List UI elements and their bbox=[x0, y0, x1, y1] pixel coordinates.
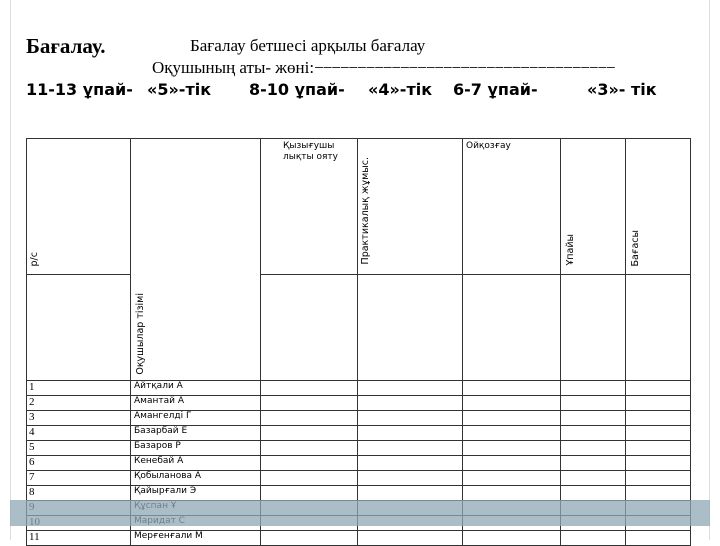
header-score-label: Ұпайы bbox=[565, 234, 576, 266]
header-empty-cell bbox=[561, 275, 626, 381]
header-empty-cell bbox=[261, 275, 358, 381]
score-cell[interactable] bbox=[261, 381, 358, 396]
header-cell-number bbox=[27, 139, 131, 275]
row-number: 4 bbox=[27, 426, 131, 441]
score-cell[interactable] bbox=[358, 531, 463, 546]
header-cell-names bbox=[131, 139, 261, 381]
score-cell[interactable] bbox=[261, 456, 358, 471]
score-cell[interactable] bbox=[626, 381, 691, 396]
row-number: 2 bbox=[27, 396, 131, 411]
score-cell[interactable] bbox=[463, 396, 561, 411]
header-cell-score bbox=[561, 139, 626, 275]
grade-range-4: 8-10 ұпай- bbox=[249, 80, 345, 99]
header-practical-label: Практикалық жұмыс. bbox=[360, 156, 371, 264]
student-name-blank: −−−−−−−−−−−−−−−−−−−−−−−−−−−−−−−−−−− bbox=[314, 58, 615, 77]
header-empty-cell bbox=[626, 275, 691, 381]
grade-value-4: «4»-тік bbox=[368, 80, 433, 99]
table-row bbox=[27, 411, 691, 426]
score-cell[interactable] bbox=[561, 486, 626, 501]
student-name: Базарбай Е bbox=[131, 426, 261, 441]
score-cell[interactable] bbox=[463, 441, 561, 456]
score-cell[interactable] bbox=[358, 456, 463, 471]
student-name: Амантай А bbox=[131, 396, 261, 411]
student-name-line bbox=[152, 58, 615, 78]
table-row bbox=[27, 531, 691, 546]
student-name: Қобыланова А bbox=[131, 471, 261, 486]
header-cell-reading bbox=[261, 139, 358, 275]
score-cell[interactable] bbox=[261, 441, 358, 456]
score-cell[interactable] bbox=[261, 426, 358, 441]
footer-band bbox=[10, 500, 710, 526]
table-row bbox=[27, 471, 691, 486]
score-cell[interactable] bbox=[463, 411, 561, 426]
header-empty-cell bbox=[27, 275, 131, 381]
score-cell[interactable] bbox=[358, 411, 463, 426]
score-cell[interactable] bbox=[561, 441, 626, 456]
score-cell[interactable] bbox=[561, 471, 626, 486]
header-cell-grade bbox=[626, 139, 691, 275]
student-name: Мерғенғали М bbox=[131, 531, 261, 546]
student-name-label: Оқушының аты- жөні: bbox=[152, 58, 315, 77]
student-name: Амангелді Г bbox=[131, 411, 261, 426]
score-cell[interactable] bbox=[463, 426, 561, 441]
score-cell[interactable] bbox=[626, 426, 691, 441]
score-cell[interactable] bbox=[358, 486, 463, 501]
score-cell[interactable] bbox=[626, 531, 691, 546]
student-name: Базаров Р bbox=[131, 441, 261, 456]
header-cell-game bbox=[463, 139, 561, 275]
score-cell[interactable] bbox=[261, 471, 358, 486]
table-header-row bbox=[27, 139, 691, 275]
score-cell[interactable] bbox=[626, 411, 691, 426]
grade-range-5: 11-13 ұпай- bbox=[26, 80, 133, 99]
score-cell[interactable] bbox=[561, 531, 626, 546]
score-cell[interactable] bbox=[463, 381, 561, 396]
table-row bbox=[27, 396, 691, 411]
table-row bbox=[27, 456, 691, 471]
header-empty-cell bbox=[358, 275, 463, 381]
table-row bbox=[27, 426, 691, 441]
score-cell[interactable] bbox=[463, 471, 561, 486]
header-grade-label: Бағасы bbox=[630, 229, 641, 266]
score-cell[interactable] bbox=[261, 396, 358, 411]
table-header-row-2 bbox=[27, 275, 691, 381]
header-reading-label: Қызығушы лықты ояту bbox=[283, 141, 338, 162]
score-cell[interactable] bbox=[561, 396, 626, 411]
row-number: 8 bbox=[27, 486, 131, 501]
row-number: 11 bbox=[27, 531, 131, 546]
score-cell[interactable] bbox=[261, 486, 358, 501]
score-cell[interactable] bbox=[561, 411, 626, 426]
row-number: 6 bbox=[27, 456, 131, 471]
table-row bbox=[27, 381, 691, 396]
score-cell[interactable] bbox=[561, 426, 626, 441]
score-cell[interactable] bbox=[626, 471, 691, 486]
score-cell[interactable] bbox=[626, 441, 691, 456]
page-title: Бағалау. bbox=[26, 34, 106, 58]
grade-value-3: «3»- тік bbox=[587, 80, 657, 99]
score-cell[interactable] bbox=[463, 486, 561, 501]
grade-range-3: 6-7 ұпай- bbox=[453, 80, 538, 99]
score-cell[interactable] bbox=[463, 456, 561, 471]
score-cell[interactable] bbox=[626, 456, 691, 471]
score-cell[interactable] bbox=[358, 396, 463, 411]
header-cell-practical bbox=[358, 139, 463, 275]
score-cell[interactable] bbox=[261, 411, 358, 426]
student-name: Кенебай А bbox=[131, 456, 261, 471]
score-cell[interactable] bbox=[358, 381, 463, 396]
page-subtitle: Бағалау бетшесі арқылы бағалау bbox=[190, 36, 426, 55]
table-row bbox=[27, 486, 691, 501]
score-cell[interactable] bbox=[261, 531, 358, 546]
header-names-label: Оқушылар тізімі bbox=[135, 293, 146, 375]
score-cell[interactable] bbox=[561, 456, 626, 471]
header-empty-cell bbox=[463, 275, 561, 381]
score-cell[interactable] bbox=[626, 396, 691, 411]
score-cell[interactable] bbox=[626, 486, 691, 501]
score-cell[interactable] bbox=[358, 471, 463, 486]
score-cell[interactable] bbox=[561, 381, 626, 396]
student-name: Қайырғали Э bbox=[131, 486, 261, 501]
score-cell[interactable] bbox=[463, 531, 561, 546]
score-cell[interactable] bbox=[358, 426, 463, 441]
student-name: Айтқали А bbox=[131, 381, 261, 396]
header-number-label: р/с bbox=[29, 251, 40, 266]
row-number: 3 bbox=[27, 411, 131, 426]
row-number: 5 bbox=[27, 441, 131, 456]
grade-table bbox=[26, 138, 691, 546]
row-number: 7 bbox=[27, 471, 131, 486]
header-game-label: Ойқозғау bbox=[466, 141, 511, 151]
row-number: 1 bbox=[27, 381, 131, 396]
table-row bbox=[27, 441, 691, 456]
grade-value-5: «5»-тік bbox=[147, 80, 212, 99]
score-cell[interactable] bbox=[358, 441, 463, 456]
